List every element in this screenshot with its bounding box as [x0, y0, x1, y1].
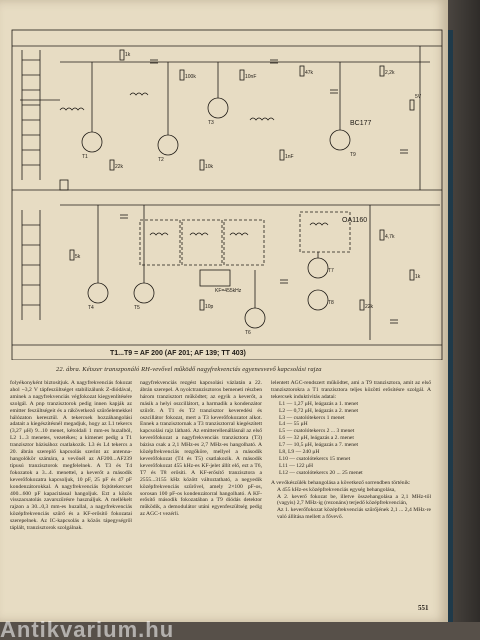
svg-text:2,2k: 2,2k: [385, 70, 395, 76]
svg-text:10nF: 10nF: [245, 74, 257, 80]
svg-text:T8: T8: [328, 300, 334, 306]
coil-table: [279, 401, 431, 477]
svg-text:22k: 22k: [365, 304, 374, 310]
coil-row: L7 — 10,5 μH, leágazás a 7. menet: [279, 442, 359, 449]
svg-text:T2: T2: [158, 157, 164, 163]
procedure-list-item: A 2. keverő fokozat be, illetve összehangolása a 2,1 MHz-től (vagyis) 2,7 MHz-ig (rezonáns) terjedő középfrekvencián,: [277, 493, 431, 507]
coil-row: L10 — csatolótekercs 15 menet: [279, 455, 351, 462]
svg-text:1k: 1k: [125, 52, 131, 58]
svg-text:22k: 22k: [115, 164, 124, 170]
coil-row: L1 — 1,27 μH, leágazás a 1. menet: [279, 400, 359, 407]
text-column-3: [271, 380, 431, 610]
column-1-text: folyékonyként biztosítjuk. A nagyfrekvenciás fokozat ahol ~3,2 V tápfeszültséget stabilizálunk Z-diódával, aminek a nagyfrekvenciás végfokozat kiegyenlítésére szolgál. A pnp tranzisztorok pedig innen kapják az emitter feszültségeit és a rákövetkező szűrőelemekkel hálózaton keresztül. A tekercsek hozzáhangolási adatait a kiegészítésnél megadjuk, hogy az L1 tekercs (3,27 μH) 9...10 menet, kétoldali 1 mm-es huzalból, L2 1...3 menetes, vezetékes; a kimenet pedig a T1 tranzisztor bázisához csatlakozik. L3 és L4 tekercs a 20. ábrán szereplő kapcsolás szerint az antenna-hangolókör számára, a vevőnél az AF200...AF239 típusú tranzisztorok megfelelnek. A T3 és T4 fokozatok a 3...4. menettel, a keverőt a második keverőfokozatra kapcsoljuk, 10 pF, 25 pF és 47 pF kondenzátorokkal. A nagyfrekvenciás fojtótekercset 400...600 pF kapacitással hangoljuk. Ezt a közös visszacsatolás zavarszűrésre használjuk. A mellékelt rajzon a 30...0,3 mm-es huzallal, a nagyfrekvenciás középfrekvenciás szűrő és a KF-erősítő fokozatai szerepelnek. Az IC-kapcsolás a közös tápegységről táplált, tranzisztorok szolgálnak.: [10, 380, 132, 532]
svg-text:T4: T4: [88, 305, 94, 311]
svg-text:T3: T3: [208, 120, 214, 126]
svg-text:T1: T1: [82, 154, 88, 160]
svg-text:4,7k: 4,7k: [385, 234, 395, 240]
oa1160-label: OA1160: [342, 217, 368, 224]
coil-row: L4 — 55 μH: [279, 421, 308, 428]
svg-text:T5: T5: [134, 305, 140, 311]
column-3-body: A vevőkészülék behangolása a következő sorrendben történik:: [271, 479, 411, 486]
coil-row: L6 — 32 μH, leágazás a 2. menet: [279, 435, 354, 442]
book-spine-edge: [448, 0, 480, 640]
coil-row: L3 — csatolótekercs 1 menet: [279, 414, 345, 421]
text-column-1: [10, 380, 132, 610]
column-3-intro: lelentett AGC-rendszert működtet, ami a T9 tranzisztora, amit az első tranzisztorokra a T1 tranzisztora teljes közötti erősítésre szolgál. A tekercsek induktivitás adatai:: [271, 380, 431, 400]
kf-label: KF=455kHz: [215, 288, 242, 294]
coil-row: L12 — csatolótekercs 20 ... 25 menet: [279, 469, 363, 476]
svg-text:5k: 5k: [75, 254, 81, 260]
transistor-type-label: T1...T9 = AF 200 (AF 201; AF 139; TT 403): [110, 350, 246, 357]
svg-text:10p: 10p: [205, 304, 214, 310]
page-number: 551: [418, 604, 429, 612]
svg-text:T9: T9: [350, 152, 356, 158]
svg-text:1nF: 1nF: [285, 154, 294, 160]
coil-row: L5 — csatolótekercs 2 ... 3 menet: [279, 428, 355, 435]
svg-text:T7: T7: [328, 268, 334, 274]
svg-text:100k: 100k: [185, 74, 196, 80]
watermark-text: Antikvarium.hu: [0, 620, 175, 640]
svg-text:10k: 10k: [205, 164, 214, 170]
svg-text:T6: T6: [245, 330, 251, 336]
column-2-text: nagyfrekvenciás rezgést kapcsolási vázlatán a 22. ábrán szerepel. A nyolctranzisztoros bemeneti részben három tranzisztort működtet; az egyik a keverőt, a másik a helyi oszcillátort, a harmadik a kondenzátor szűrőt. A T1 és T2 tranzisztor keveredési és oszcillátor fokozat, mert a T3 keverőfokozatot alkot. Ennek a tranzisztornak a T3 tranzisztorral kiegészített kapcsolási rajz látható. Az emitterellenállásnál az első keverőfokozat a nagyfrekvenciás tranzisztora (T3) bázisa csak a 2,1 MHz-es 2,7 MHz-es hangolható. A középfrekvenciás rezgőköre, mellyel a második keverőfokozat (T4 és T5) csatlakozik. A második keverőfokozat 455 kHz-es KF-jelet állít elő, ezt a T6, T7 és T8 erősíti. A KF-erősítő tranzisztora a 2555...3155 kHz között változtatható, a negyedik középfrekvenciás szűrővel, amely 2×100 pF-os, sorosan 100 pF-os kondenzátorral hangolható. A KF-erősítő második fokozatában a T9 diódás detektor működik, a demodulátor utáni egyenfeszültség pedig az AGC-t vezérli.: [140, 380, 262, 518]
figure-caption: 22. ábra. Kétszer transzponáló RH-vevővel működő nagyfrekvenciás egyenesvevő kapcsolási rajza: [56, 366, 322, 373]
svg-text:47k: 47k: [305, 70, 314, 76]
procedure-list-item: Az 1. keverőfokozat középfrekvenciás szűrőjének 2,1 ... 2,4 MHz-re való állítása mellett a fővevő.: [277, 507, 431, 521]
svg-text:1k: 1k: [415, 274, 421, 280]
coil-row: L8, L9 — 240 μH: [279, 449, 320, 456]
procedure-list-item: A 455 kHz-es középfrekvenciás egység behangolása,: [277, 486, 396, 493]
bc177-label: BC177: [350, 120, 372, 127]
coil-row: L11 — 122 μH: [279, 462, 314, 469]
svg-text:5V: 5V: [415, 94, 422, 100]
text-column-2: [140, 380, 262, 610]
coil-row: L2 — 0,72 μH, leágazás a 2. menet: [279, 407, 359, 414]
